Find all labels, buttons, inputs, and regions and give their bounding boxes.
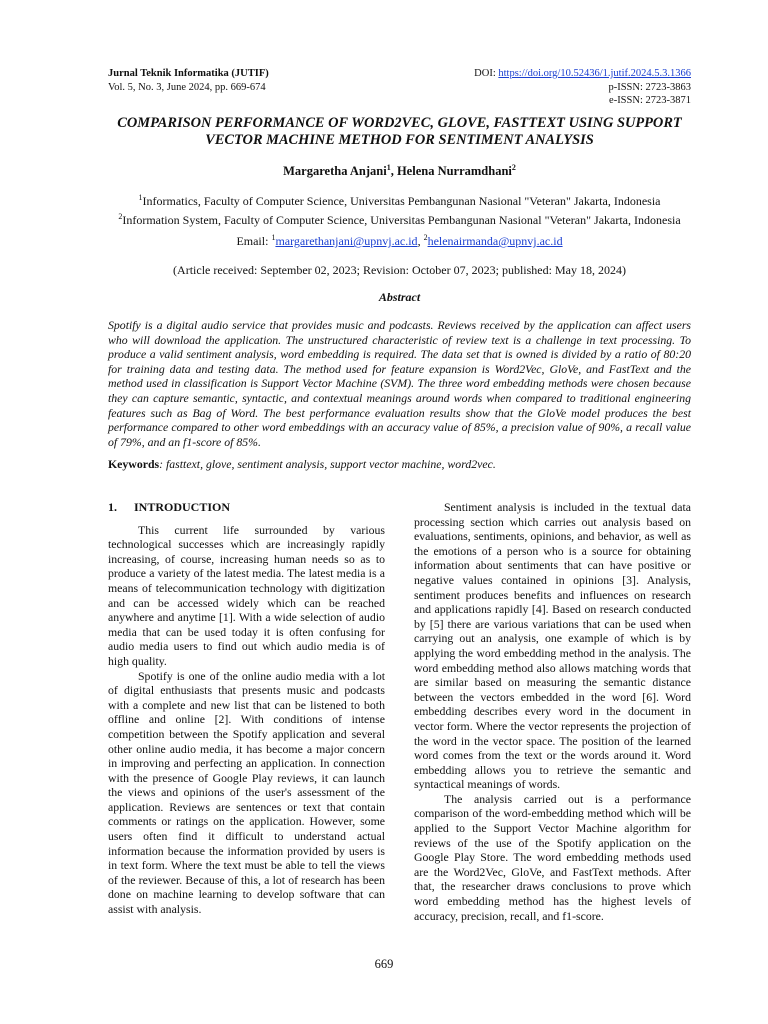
email-link-2[interactable]: helenairmanda@upnvj.ac.id (427, 234, 563, 248)
affiliation-line (108, 209, 691, 228)
doi-line (474, 67, 691, 81)
email-label: Email: (236, 234, 272, 248)
volume-info: Vol. 5, No. 3, June 2024, pp. 669-674 (108, 81, 266, 93)
abstract-text: Spotify is a digital audio service that provides music and podcasts. Reviews received by the application can affect users who will download the application. The unstructured characteristic of review text is a challenge in text processing. To produce a valid sentiment analysis, word embedding is required. The data set that is owned is divided by a ratio of 80:20 for training data and testing data. The method used for feature expansion is Word2Vec, GloVe, and FastText and the method used in classification is Support Vector Machine (SVM). The three word embedding methods were chosen because they can capture semantic, syntactic, and contextual meanings around words when compared to traditional engineering features such as Bag of Word. The best performance evaluation results show that the GloVe model produces the best performance compared to other word embeddings with an accuracy value of 85%, a precision value of 90%, a recall value of 79%, and an f1-score of 85%. (108, 318, 691, 449)
page-number: 669 (374, 957, 394, 971)
affiliation-mark: 2 (118, 212, 123, 221)
email-mark: 1 (271, 233, 276, 242)
paragraph: The analysis carried out is a performance comparison of the word-embedding method which will be applied to the Support Vector Machine algorithm for reviews of the use of the Spotify application on the Google Play Store. The word embedding methods used are the Word2Vec, GloVe, and FastText methods. After that, the researcher draws conclusions to prove which word embedding method has the highest levels of accuracy, precision, recall, and f1-score. (414, 791, 691, 923)
email-line (108, 233, 691, 249)
left-column (108, 500, 385, 917)
journal-name: Jurnal Teknik Informatika (JUTIF) (108, 68, 269, 79)
paragraph: Spotify is one of the online audio media with a lot of digital enthusiasts that presents music and podcasts with a complete and new list that can be listened to both offline and online [2]. With conditions of intense competition between the Spotify application and several other online audio media, it has become a major concern in improving and perfecting an application. In connection with the presence of Google Play reviews, it can launch the views and opinions of the user's assessment of the application. Reviews are sentences or text that contain comments or ratings on the application. However, some users often find it difficult to understand actual information because the information provided by users is in text form. Where the text must be able to tell the views of the reviewer. Because of this, a lot of research has been done on machine learning to develop software that can assist with analysis. (108, 668, 385, 917)
section-number: 1. (108, 500, 117, 514)
affiliation-text: Information System, Faculty of Computer Science, Universitas Pembangunan Nasional "Veteran" Jakarta, Indonesia (122, 213, 681, 227)
author-name: Helena Nurramdhani (396, 164, 512, 179)
doi-label: DOI: (474, 68, 499, 79)
author-separator: , (390, 164, 397, 179)
author-affiliation-mark: 2 (511, 163, 516, 172)
section-title: INTRODUCTION (134, 500, 231, 514)
affiliations (108, 190, 691, 228)
running-header-right (474, 67, 691, 108)
email-link-1[interactable]: margarethanjani@upnvj.ac.id (275, 234, 418, 248)
doi-link[interactable]: https://doi.org/10.52436/1.jutif.2024.5.3.1366 (498, 68, 691, 79)
p-issn: p-ISSN: 2723-3863 (608, 81, 691, 93)
author-name: Margaretha Anjani (283, 164, 387, 179)
keywords-text: : fasttext, glove, sentiment analysis, support vector machine, word2vec. (159, 457, 496, 471)
author-affiliation-mark: 1 (386, 163, 391, 172)
paragraph: Sentiment analysis is included in the textual data processing section which carries out analysis based on evaluations, sentiments, opinions, and behavior, as well as the emotions of a person who is a source for obtaining information about sentiments that can have positive or negative values contained in opinions [3]. Analysis, sentiment produces benefits and influences on research and applications rapidly [4]. Based on research conducted by [5] there are various variations that can be used when carrying out an analysis, one example of which is by applying the word embedding method in the analysis. The word embedding method also allows matching words that are similar based on measuring the semantic distance between the vectors embedded in the word [6]. Word embedding describes every word in the document in vector form. Where the vector represents the projection of the word in the vector space. The position of the learned word comes from the text or the words around it. Word embedding allows you to retrieve the semantic and syntactical meanings of words. (414, 500, 691, 792)
abstract-heading: Abstract (378, 290, 421, 304)
author-list (108, 163, 691, 179)
paragraph: This current life surrounded by various technological successes which are increasingly rapidly increasing, of course, increasing human needs so as to produce a variety of the latest media. The latest media is a means of telecommunication technology with digitization and can be accessed widely which can be reached anywhere and anytime [1]. With a wide selection of audio media that can be used today it is often confusing for audio media users to find out which audio media is of high quality. (108, 522, 385, 668)
affiliation-line (108, 190, 691, 209)
e-issn: e-ISSN: 2723-3871 (609, 95, 691, 106)
keywords (108, 457, 691, 472)
email-mark: 2 (423, 233, 428, 242)
right-column (414, 500, 691, 923)
keywords-label: Keywords (108, 457, 160, 471)
article-dates: (Article received: September 02, 2023; Revision: October 07, 2023; published: May 18, 2024) (173, 263, 626, 277)
email-separator: , (417, 234, 424, 248)
affiliation-text: Informatics, Faculty of Computer Science, Universitas Pembangunan Nasional "Veteran" Jakarta, Indonesia (142, 194, 661, 208)
section-heading (108, 500, 385, 515)
running-header-left (108, 67, 269, 94)
paper-title: COMPARISON PERFORMANCE OF WORD2VEC, GLOVE, FASTTEXT USING SUPPORT VECTOR MACHINE METHOD FOR SENTIMENT ANALYSIS (117, 115, 682, 148)
affiliation-mark: 1 (138, 193, 143, 202)
